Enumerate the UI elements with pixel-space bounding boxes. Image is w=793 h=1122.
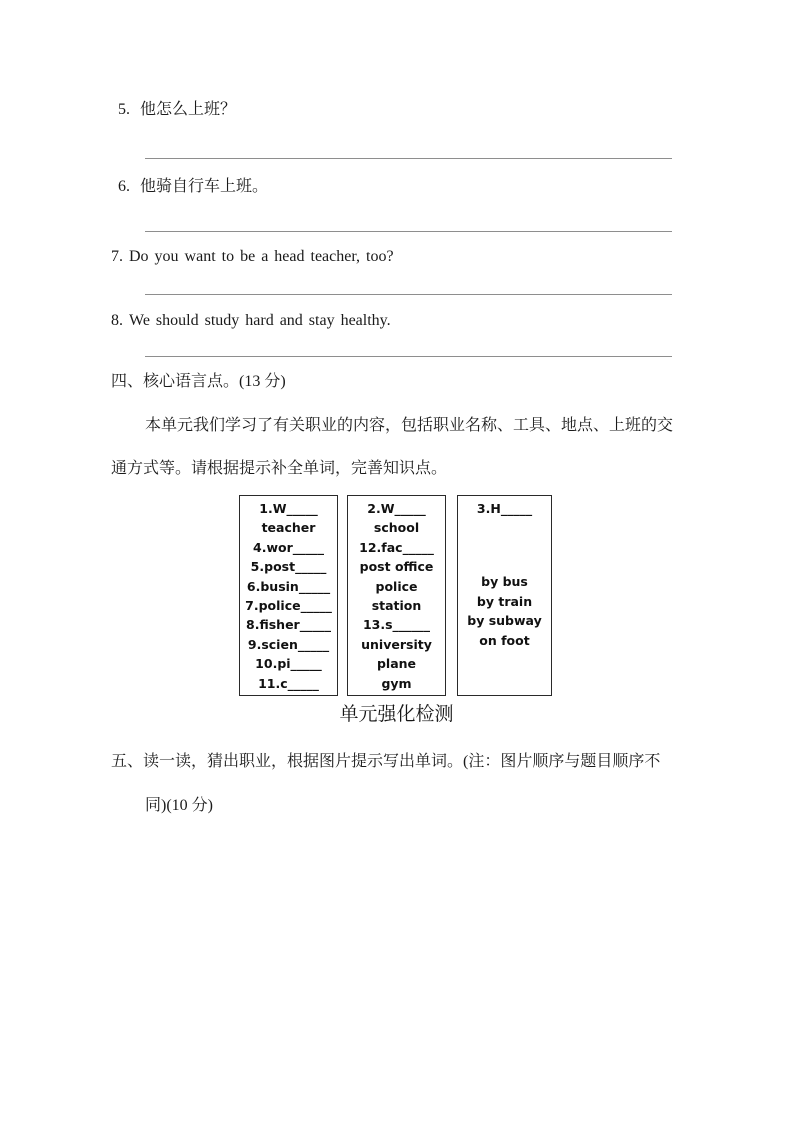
word-box-line: by subway <box>467 613 542 629</box>
section4-heading: 四、核心语言点。(13 分) <box>111 373 286 390</box>
word-box-line: by bus <box>481 574 528 590</box>
question-number: 7. <box>111 248 123 265</box>
word-box-transport <box>457 495 552 696</box>
word-box-line: on foot <box>479 632 530 648</box>
word-box-line: post office <box>359 559 434 575</box>
answer-line-7 <box>145 294 672 295</box>
word-box-line: 7.police_____ <box>245 598 332 614</box>
answer-line-6 <box>145 231 672 232</box>
word-box-line: 3.H_____ <box>476 501 533 516</box>
section5-heading-line1: 五、读一读，猜出职业，根据图片提示写出单词。(注：图片顺序与题目顺序不 <box>111 753 661 770</box>
answer-line-8 <box>145 356 672 357</box>
word-box-line: 4.wor_____ <box>253 539 324 555</box>
question-number: 5. <box>118 101 130 118</box>
question-text: 他骑自行车上班。 <box>140 178 269 195</box>
word-box-line: by train <box>476 593 533 609</box>
word-box-line: school <box>373 520 420 536</box>
question-5 <box>118 99 236 120</box>
word-box-line: 2.W_____ <box>367 501 426 516</box>
question-number: 8. <box>111 312 123 329</box>
word-box-line: 6.busin_____ <box>246 578 331 594</box>
section4-intro-line1: 本单元我们学习了有关职业的内容，包括职业名称、工具、地点、上班的交 <box>145 417 674 434</box>
question-8 <box>111 310 391 331</box>
word-box-line: 12.fac_____ <box>359 539 434 555</box>
word-box-line: 10.pi_____ <box>255 656 322 672</box>
word-box-line: police <box>375 578 418 594</box>
unit-title: 单元强化检测 <box>339 703 454 725</box>
question-text: We should study hard and stay healthy. <box>129 312 391 329</box>
word-box-line: 13.s______ <box>362 617 431 633</box>
word-box-line: gym <box>381 675 412 691</box>
section5-heading-line2: 同)(10 分) <box>145 797 213 814</box>
word-box-line: university <box>361 636 432 652</box>
word-box-line: 8.fisher_____ <box>246 617 331 633</box>
word-box-line: 1.W_____ <box>259 501 318 516</box>
word-box-line: 11.c_____ <box>258 675 319 691</box>
word-box-line: 9.scien_____ <box>247 636 330 652</box>
answer-line-5 <box>145 158 672 159</box>
word-box-line: station <box>371 598 422 614</box>
word-box-places <box>347 495 446 696</box>
word-box-line: 5.post_____ <box>250 559 327 575</box>
word-box-occupations <box>239 495 338 696</box>
question-number: 6. <box>118 178 130 195</box>
word-box-line: teacher <box>261 520 316 536</box>
section4-intro-line2: 通方式等。请根据提示补全单词，完善知识点。 <box>111 460 448 477</box>
question-6 <box>118 176 268 197</box>
word-box-line: plane <box>376 656 417 672</box>
question-text: Do you want to be a head teacher, too? <box>129 248 394 265</box>
question-text: 他怎么上班？ <box>140 101 237 118</box>
question-7 <box>111 246 394 267</box>
transport-group <box>458 572 551 650</box>
